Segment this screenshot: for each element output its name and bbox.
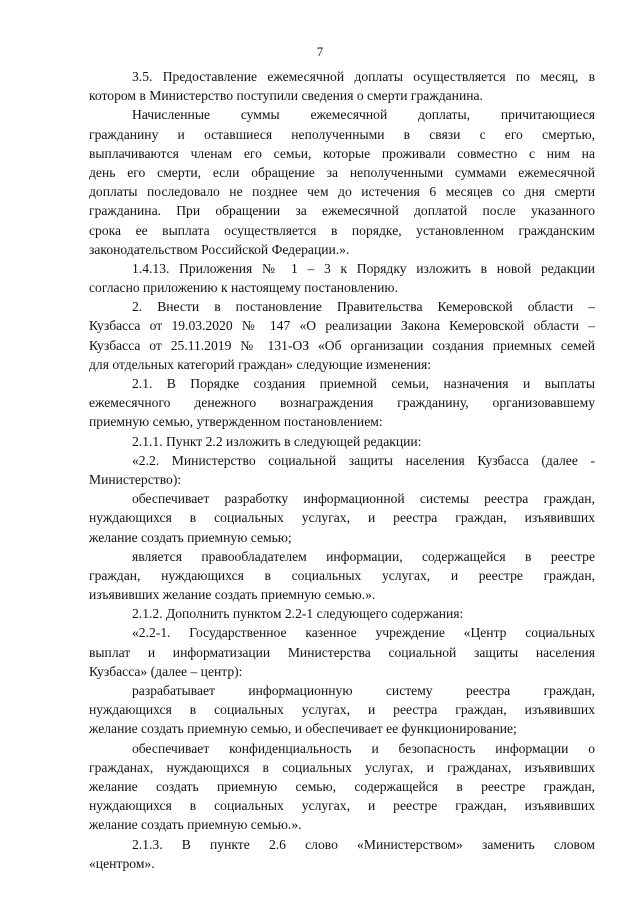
text-line: выплачиваются членам его семьи, которые проживали совместно с ним на: [89, 145, 595, 161]
document-body: [89, 67, 595, 873]
text-line: доплаты последовало не позднее чем до истечения 6 месяцев со дня смерти: [89, 184, 595, 200]
text-line: 2.1.2. Дополнить пунктом 2.2-1 следующего содержания:: [132, 606, 464, 622]
text-line: желание создать приемную семью;: [89, 529, 292, 545]
text-line: день его смерти, если обращение за неполученными суммами ежемесячной: [89, 164, 595, 180]
text-line: приемную семью, утвержденном постановлением:: [89, 414, 383, 430]
text-line: Начисленные суммы ежемесячной доплаты, причитающиеся: [132, 107, 595, 123]
text-line: 2.1.3. В пункте 2.6 слово «Министерством» заменить словом: [132, 836, 595, 852]
text-line: обеспечивает конфиденциальность и безопасность информации о: [132, 740, 595, 756]
text-line: Кузбасса от 19.03.2020 № 147 «О реализации Закона Кемеровской области –: [89, 318, 595, 334]
text-line: нуждающихся в социальных услугах, и реестра граждан, изъявивших: [89, 510, 595, 526]
text-line: является правообладателем информации, содержащейся в реестре: [132, 548, 595, 564]
text-line: разрабатывает информационную систему реестра граждан,: [132, 683, 595, 698]
page-number: 7: [316, 45, 324, 59]
text-line: 2. Внести в постановление Правительства Кемеровской области –: [132, 299, 595, 315]
text-line: граждан, нуждающихся в социальных услугах, и реестре граждан,: [89, 567, 595, 583]
text-line: для отдельных категорий граждан» следующие изменения:: [89, 356, 432, 372]
text-line: Министерство):: [89, 471, 182, 487]
text-line: «2.2. Министерство социальной защиты населения Кузбасса (далее -: [132, 452, 595, 468]
text-line: обеспечивает разработку информационной системы реестра граждан,: [132, 491, 595, 507]
text-line: 2.1.1. Пункт 2.2 изложить в следующей редакции:: [132, 433, 422, 449]
text-line: «центром».: [89, 855, 155, 871]
text-line: «2.2-1. Государственное казенное учреждение «Центр социальных: [132, 625, 595, 641]
text-line: 3.5. Предоставление ежемесячной доплаты осуществляется по месяц, в: [132, 69, 595, 84]
text-line: изъявивших желание создать приемную семью.».: [89, 587, 376, 603]
text-line: Кузбасса от 25.11.2019 № 131-ОЗ «Об организации создания приемных семей: [89, 337, 595, 353]
text-line: согласно приложению к настоящему постановлению.: [89, 280, 398, 296]
text-line: ежемесячного денежного вознаграждения гражданину, организовавшему: [89, 395, 595, 411]
text-line: котором в Министерство поступили сведения о смерти гражданина.: [89, 88, 483, 104]
text-line: гражданина. При обращении за ежемесячной доплатой после указанного: [89, 203, 595, 219]
text-line: 2.1. В Порядке создания приемной семьи, назначения и выплаты: [132, 376, 595, 391]
text-line: выплат и информатизации Министерства социальной защиты населения: [89, 644, 595, 660]
text-line: желание создать приемную семью, и обеспечивает ее функционирование;: [89, 721, 517, 737]
text-line: Кузбасса» (далее – центр):: [89, 663, 243, 679]
text-line: желание создать приемную семью.».: [89, 817, 302, 833]
text-line: срока ее выплата осуществляется в порядке, установленном гражданским: [89, 222, 595, 238]
text-line: гражданах, нуждающихся в социальных услугах, и гражданах, изъявивших: [89, 759, 595, 775]
text-line: гражданину и оставшиеся неполученными в связи с его смертью,: [89, 126, 595, 142]
text-line: 1.4.13. Приложения № 1 – 3 к Порядку изложить в новой редакции: [132, 260, 595, 276]
text-line: желание создать приемную семью, содержащейся в реестре граждан,: [89, 778, 595, 794]
text-line: законодательством Российской Федерации.».: [89, 241, 350, 257]
text-line: нуждающихся в социальных услугах, и реестре граждан, изъявивших: [89, 798, 595, 814]
text-line: нуждающихся в социальных услугах, и реестра граждан, изъявивших: [89, 702, 595, 718]
